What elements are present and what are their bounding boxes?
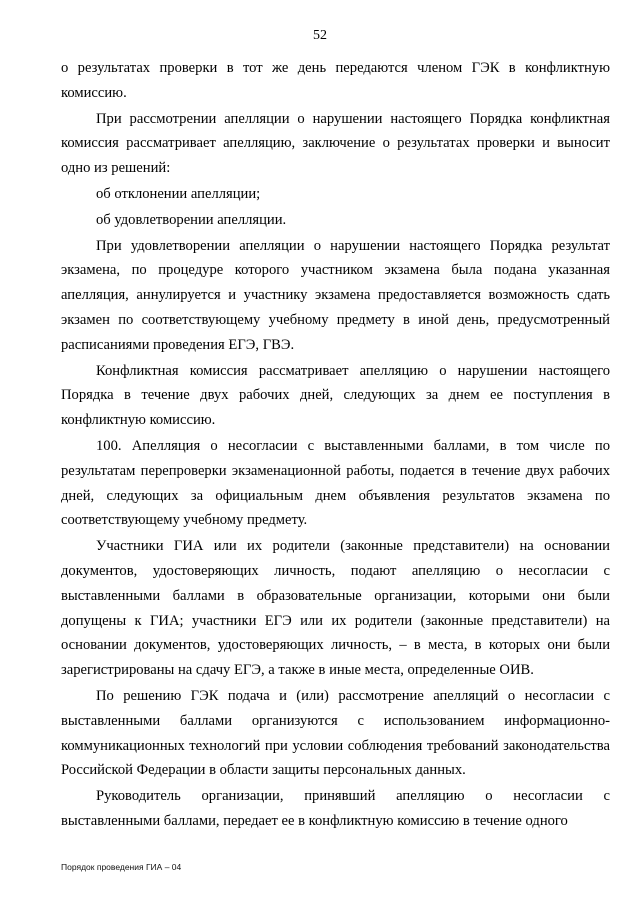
paragraph-head-transfer: Руководитель организации, принявший апелляцию о несогласии с выставленными баллами, передает ее в конфликтную комиссию в течение одного	[61, 788, 610, 829]
paragraph-appeal-submission: Участники ГИА или их родители (законные представители) на основании документов, удостоверяющих личность, подают апелляцию о несогласии с выставленными баллами в образовательные организации, которыми они были допущены к ГИА; участники ЕГЭ или их родители (законные представители) на основании документов, удостоверяющих личность, – в места, в которых они были зарегистрированы на сдачу ЕГЭ, а также в иные места, определенные ОИВ.	[61, 538, 610, 679]
paragraph-satisfaction-result: При удовлетворении апелляции о нарушении настоящего Порядка результат экзамена, по процедуре которого участником экзамена была подана указанная апелляция, аннулируется и участнику экзамена предоставляется возможность сдать экзамен по соответствующему учебному предмету в иной день, предусмотренный расписаниями проведения ЕГЭ, ГВЭ.	[61, 237, 610, 353]
decision-option-reject: об отклонении апелляции;	[96, 185, 261, 202]
paragraph-ict-appeals: По решению ГЭК подача и (или) рассмотрение апелляций о несогласии с выставленными баллами организуются с использованием информационно-коммуникационных технологий при условии соблюдения требований законодательства Российской Федерации в области защиты персональных данных.	[61, 687, 610, 779]
document-body	[61, 56, 610, 834]
paragraph-continuation: о результатах проверки в тот же день передаются членом ГЭК в конфликтную комиссию.	[61, 60, 610, 101]
paragraph-review-period: Конфликтная комиссия рассматривает апелляцию о нарушении настоящего Порядка в течение двух рабочих дней, следующих за днем ее поступления в конфликтную комиссию.	[61, 362, 610, 429]
paragraph-100-score-appeal: 100. Апелляция о несогласии с выставленными баллами, в том числе по результатам перепроверки экзаменационной работы, подается в течение двух рабочих дней, следующих за официальным днем объявления результатов экзамена по соответствующему учебному предмету.	[61, 437, 610, 529]
decision-option-satisfy: об удовлетворении апелляции.	[96, 211, 287, 228]
paragraph-appeal-review: При рассмотрении апелляции о нарушении настоящего Порядка конфликтная комиссия рассматривает апелляцию, заключение о результатах проверки и выносит одно из решений:	[61, 110, 610, 177]
page-number: 52	[313, 28, 327, 43]
page-footer: Порядок проведения ГИА – 04	[61, 862, 182, 872]
